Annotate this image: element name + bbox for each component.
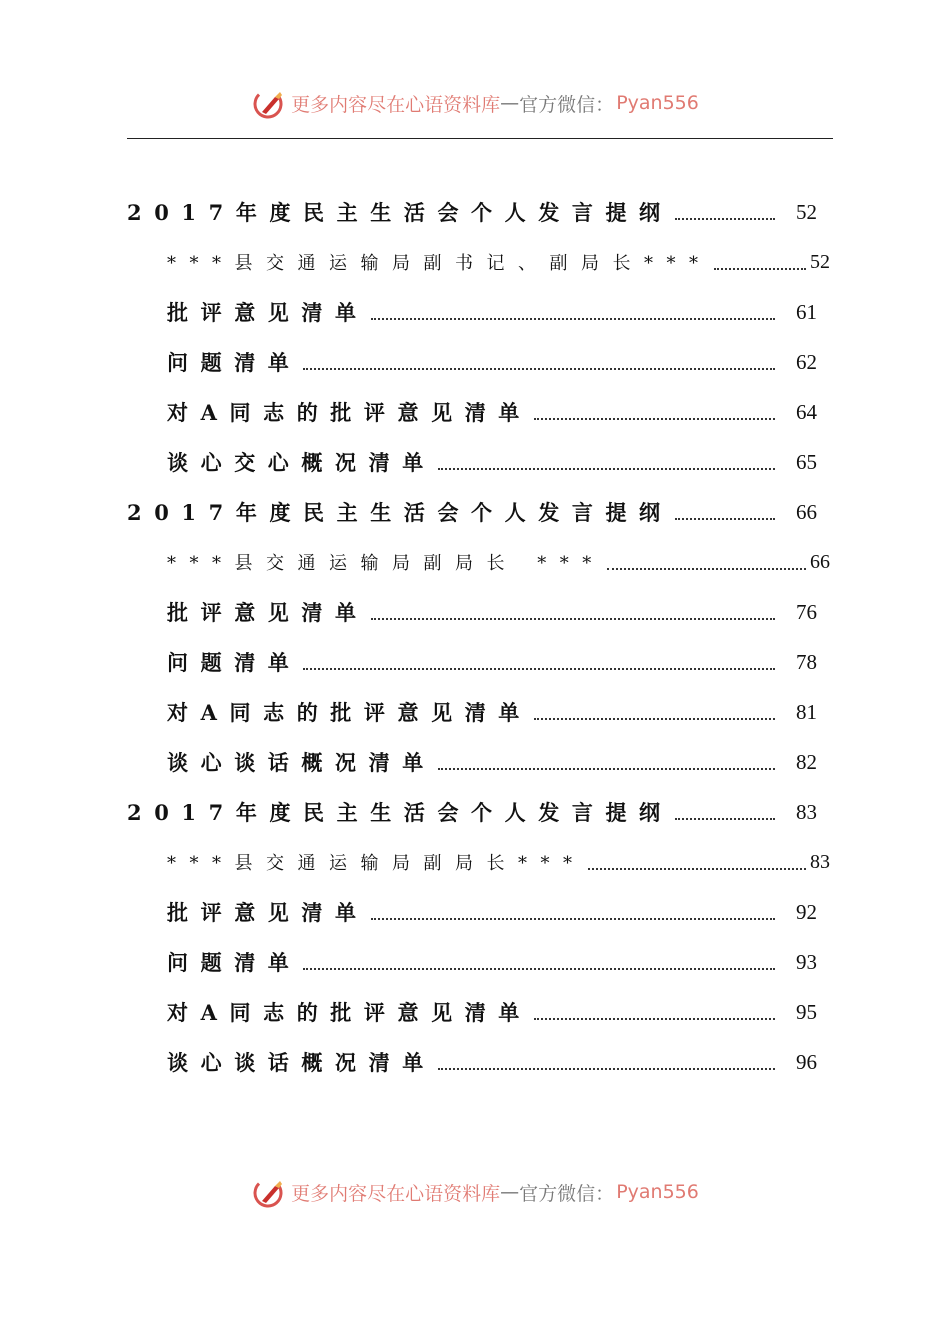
toc-dot-leader <box>675 818 775 820</box>
toc-dot-leader <box>438 468 775 470</box>
toc-page-number: 62 <box>796 349 817 374</box>
toc-entry[interactable] <box>167 537 830 587</box>
toc-entry[interactable] <box>167 737 817 787</box>
toc-entry[interactable] <box>167 337 817 387</box>
toc-entry[interactable] <box>167 987 817 1037</box>
toc-dot-leader <box>714 268 807 270</box>
toc-entry-title: 2017年度民主生活会个人发言提纲 <box>127 200 673 225</box>
toc-entry-title: ***县交通运输局副书记、副局长*** <box>167 253 712 274</box>
toc-dot-leader <box>534 418 775 420</box>
toc-entry[interactable] <box>167 387 817 437</box>
toc-entry-title: 问题清单 <box>167 350 302 375</box>
toc-entry-title: 2017年度民主生活会个人发言提纲 <box>127 500 673 525</box>
toc-entry-title: 批评意见清单 <box>167 900 369 925</box>
header-label: 官方微信： <box>519 93 615 116</box>
toc-entry-title: 谈心交心概况清单 <box>167 450 436 475</box>
toc-page-number: 52 <box>810 250 830 273</box>
toc-entry[interactable] <box>167 687 817 737</box>
toc-entry-title: 批评意见清单 <box>167 600 369 625</box>
toc-page-number: 95 <box>796 999 817 1024</box>
toc-page-number: 76 <box>796 599 817 624</box>
toc-page-number: 96 <box>796 1049 817 1074</box>
toc-page-number: 93 <box>796 949 817 974</box>
toc-entry-title: 批评意见清单 <box>167 300 369 325</box>
toc-page-number: 52 <box>796 199 817 224</box>
toc-dot-leader <box>371 918 775 920</box>
toc-dot-leader <box>303 968 775 970</box>
toc-entry-title: 问题清单 <box>167 950 302 975</box>
toc-entry[interactable] <box>167 237 830 287</box>
toc-page-number: 66 <box>796 499 817 524</box>
toc-page-number: 66 <box>810 550 830 573</box>
toc-entry-title: 对A同志的批评意见清单 <box>167 1000 532 1025</box>
toc-page-number: 92 <box>796 899 817 924</box>
toc-entry-title: ***县交通运输局副局长*** <box>167 853 586 874</box>
toc-dot-leader <box>371 318 775 320</box>
toc-dot-leader <box>607 568 806 570</box>
toc-entry-title: 谈心谈话概况清单 <box>167 1050 436 1075</box>
toc-dot-leader <box>438 768 775 770</box>
toc-entry[interactable] <box>167 287 817 337</box>
toc-page-number: 64 <box>796 399 817 424</box>
toc-entry-title: 谈心谈话概况清单 <box>167 750 436 775</box>
footer-label: 官方微信： <box>519 1182 615 1205</box>
footer-account: Pyan556 <box>616 1181 699 1203</box>
toc-page-number: 61 <box>796 299 817 324</box>
toc-page-number: 81 <box>796 699 817 724</box>
header-account: Pyan556 <box>616 92 699 114</box>
header-separator: — <box>500 92 520 114</box>
toc-entry[interactable] <box>167 887 817 937</box>
toc-entry[interactable] <box>167 587 817 637</box>
toc-dot-leader <box>371 618 775 620</box>
header-banner <box>0 81 950 125</box>
toc-page-number: 83 <box>810 850 830 873</box>
toc-entry[interactable] <box>167 937 817 987</box>
toc-dot-leader <box>675 218 775 220</box>
toc-entry[interactable] <box>167 437 817 487</box>
toc-dot-leader <box>303 368 775 370</box>
toc-entry[interactable] <box>127 187 817 237</box>
toc-entry[interactable] <box>127 487 817 537</box>
header-rule <box>127 138 833 139</box>
toc-entry[interactable] <box>127 787 817 837</box>
pen-nib-swirl-icon <box>251 85 287 121</box>
toc-page-number: 83 <box>796 799 817 824</box>
pen-nib-swirl-icon <box>251 1174 287 1210</box>
header-brand: 更多内容尽在心语资料库 <box>291 93 501 116</box>
toc-entry[interactable] <box>167 637 817 687</box>
toc-entry-title: ***县交通运输局副局长 *** <box>167 553 605 574</box>
toc-dot-leader <box>303 668 775 670</box>
toc-entry[interactable] <box>167 837 830 887</box>
toc-page-number: 65 <box>796 449 817 474</box>
toc-dot-leader <box>534 718 775 720</box>
footer-brand: 更多内容尽在心语资料库 <box>291 1182 501 1205</box>
toc-entry-title: 问题清单 <box>167 650 302 675</box>
toc-entry-title: 对A同志的批评意见清单 <box>167 400 532 425</box>
toc-dot-leader <box>438 1068 775 1070</box>
toc-dot-leader <box>588 868 807 870</box>
footer-separator: — <box>500 1181 520 1203</box>
toc-entry-title: 2017年度民主生活会个人发言提纲 <box>127 800 673 825</box>
toc-entry-title: 对A同志的批评意见清单 <box>167 700 532 725</box>
toc-entry[interactable] <box>167 1037 817 1087</box>
toc-dot-leader <box>534 1018 775 1020</box>
toc-dot-leader <box>675 518 775 520</box>
footer-banner <box>0 1170 950 1214</box>
toc-page-number: 82 <box>796 749 817 774</box>
toc-page-number: 78 <box>796 649 817 674</box>
